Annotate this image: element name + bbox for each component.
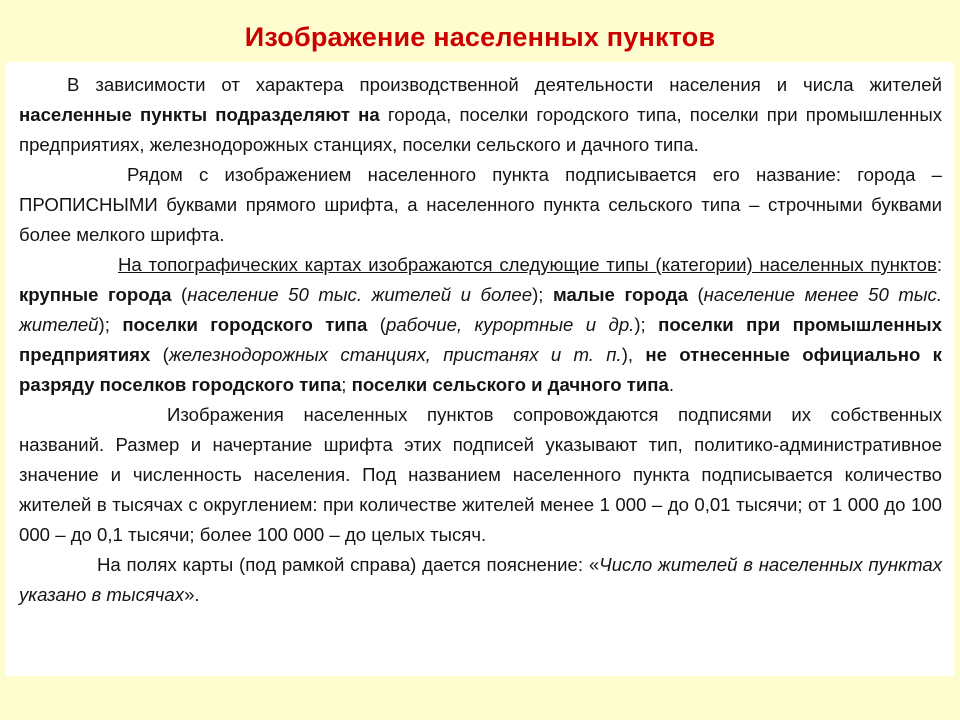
- text-span: ;: [341, 374, 352, 395]
- text-span: );: [98, 314, 123, 335]
- italic-text: Число жителей в населенных пунктах указано в тысячах: [19, 554, 942, 605]
- text-span: .: [668, 374, 675, 395]
- italic-text: население 50 тыс. жителей и более: [187, 284, 533, 305]
- text-span: (: [150, 344, 169, 365]
- text-span: В зависимости от характера производственной деятельности населения и числа жителей: [67, 74, 942, 95]
- bold-text: малые города: [553, 284, 688, 305]
- text-panel: [6, 62, 954, 676]
- text-span: (: [687, 284, 704, 305]
- text-span: (: [367, 314, 386, 335]
- text-span: Рядом с изображением населенного пункта подписывается его название: города – ПРОПИСНЫМИ буквами прямого шрифта, а населенного пункта сельского типа – строчными буквами более мелкого шрифта.: [19, 164, 942, 245]
- paragraph-settlement-types: [19, 250, 942, 400]
- slide-title: Изображение населенных пунктов: [244, 22, 716, 52]
- italic-text: железнодорожных станциях, пристанях и т. п.: [168, 344, 622, 365]
- bold-text: населенные пункты подразделяют на: [19, 104, 380, 125]
- bold-text: не отнесенные официально к разряду поселков городского типа: [19, 344, 942, 395]
- paragraph-margin-note: [19, 550, 942, 610]
- paragraph-name-labels: [19, 160, 942, 250]
- bold-text: поселки при промышленных предприятиях: [19, 314, 943, 365]
- paragraph-population-labels: [19, 400, 942, 550]
- text-span: Изображения населенных пунктов сопровождаются подписями их собственных названий. Размер и начертание шрифта этих подписей указывают тип, политико-административное значение и численность населения. Под названием населенного пункта подписывается количество жителей в тысячах с округлением: при количестве жителей менее 1 000 – до 0,01 тысячи; от 1 000 до 100 000 – до 0,1 тысячи; более 100 000 – до целых тысяч.: [19, 404, 942, 545]
- underlined-text: На топографических картах изображаются следующие типы (категории) населенных пунктов: [118, 254, 937, 275]
- bold-text: поселки сельского и дачного типа: [351, 374, 669, 395]
- text-span: На полях карты (под рамкой справа) дается пояснение: «: [97, 554, 600, 575]
- text-span: (: [171, 284, 188, 305]
- text-span: );: [532, 284, 553, 305]
- text-span: );: [634, 314, 659, 335]
- bold-text: поселки городского типа: [122, 314, 368, 335]
- paragraph-settlement-classes: [19, 70, 942, 160]
- text-span: ),: [621, 344, 646, 365]
- italic-text: население менее 50 тыс. жителей: [19, 284, 942, 335]
- italic-text: рабочие, курортные и др.: [385, 314, 635, 335]
- text-span: ».: [184, 584, 200, 605]
- text-span: города, поселки городского типа, поселки при промышленных предприятиях, железнодорожных станциях, поселки сельского и дачного типа.: [19, 104, 942, 155]
- bold-text: крупные города: [19, 284, 172, 305]
- text-span: :: [936, 254, 942, 275]
